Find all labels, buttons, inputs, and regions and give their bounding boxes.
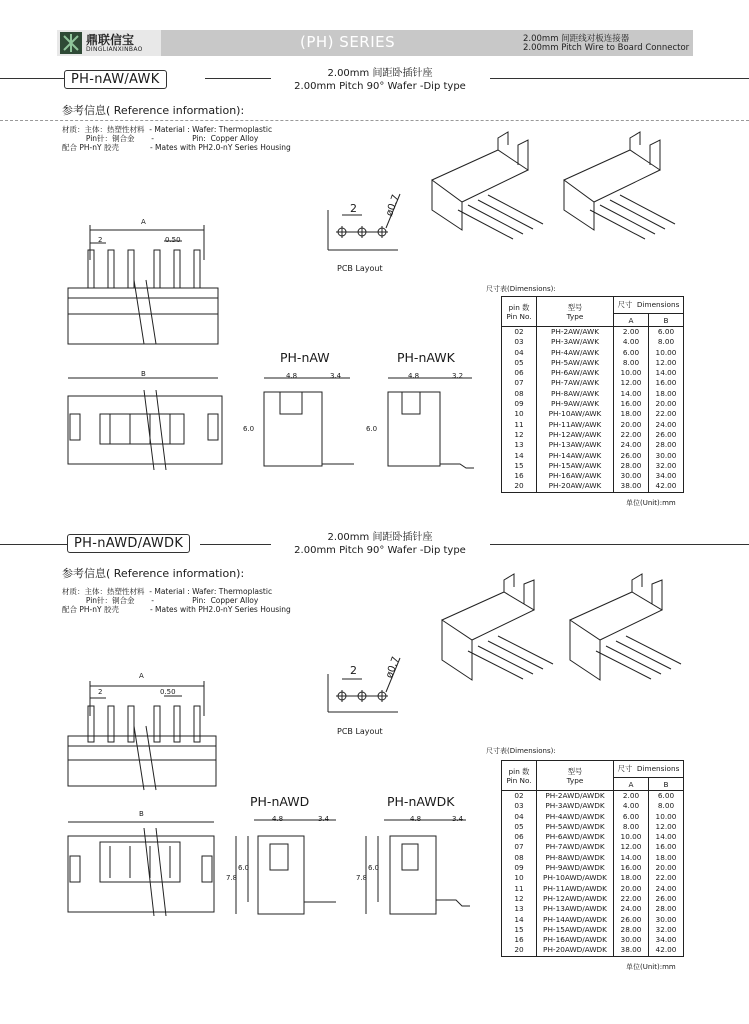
dim-b-cell: 42.00 (648, 481, 683, 492)
col-pin-en-2: Pin No. (506, 775, 532, 785)
type-cell: PH-14AW/AWK (537, 451, 614, 461)
pcb-pitch-label-1: 2 (350, 202, 357, 215)
col-b: B (648, 314, 683, 327)
dim-a-cell: 24.00 (614, 904, 649, 914)
side-view-pawk (382, 372, 482, 472)
type-cell: PH-2AW/AWK (537, 327, 614, 338)
table-body-2 (502, 791, 684, 957)
dim-b-cell: 18.00 (648, 389, 683, 399)
section-line-right-2 (490, 544, 749, 545)
reference-heading-1: 参考信息( Reference information): (62, 104, 245, 117)
unit-label-2: 单位(Unit):mm (626, 963, 676, 971)
dim-a-cell: 30.00 (614, 471, 649, 481)
section-line-left-1 (0, 78, 64, 79)
table-row (502, 915, 684, 925)
table-row (502, 945, 684, 956)
pin-cell: 04 (502, 348, 537, 358)
table-row (502, 904, 684, 914)
dim-a-cell: 28.00 (614, 461, 649, 471)
bottom-view-drawing-1 (64, 370, 224, 470)
dim-b-cell: 32.00 (648, 925, 683, 935)
view-label-pawk: PH-nAWK (397, 350, 455, 365)
dim-a-cell: 10.00 (614, 832, 649, 842)
section-line-mid-2 (200, 544, 271, 545)
dim-a-label-2: A (139, 672, 144, 680)
table-row (502, 894, 684, 904)
dim-b-cell: 14.00 (648, 832, 683, 842)
dim-b-cell: 42.00 (648, 945, 683, 956)
col-type-en: Type (566, 311, 584, 321)
dim-b-cell: 16.00 (648, 842, 683, 852)
pawk-width2: 3.2 (452, 372, 464, 380)
type-cell: PH-11AWD/AWDK (537, 884, 614, 894)
col-type: 型号 (567, 302, 583, 312)
dim-b-cell: 10.00 (648, 348, 683, 358)
pin-cell: 15 (502, 461, 537, 471)
type-cell: PH-4AWD/AWDK (537, 812, 614, 822)
dim-a-cell: 8.00 (614, 822, 649, 832)
pcb-hole-label-2: ø0.7 (384, 655, 402, 680)
dim-b-cell: 28.00 (648, 440, 683, 450)
dim-b-cell: 22.00 (648, 409, 683, 419)
dim-b-cell: 24.00 (648, 884, 683, 894)
type-cell: PH-13AWD/AWDK (537, 904, 614, 914)
reference-heading-2: 参考信息( Reference information): (62, 567, 245, 580)
view-label-pawdk: PH-nAWDK (387, 794, 455, 809)
pin-cell: 15 (502, 925, 537, 935)
dim-a-cell: 26.00 (614, 451, 649, 461)
pin-cell: 20 (502, 945, 537, 956)
dim-a-cell: 14.00 (614, 389, 649, 399)
pcb-hole-label-1: ø0.7 (384, 193, 402, 218)
col-b-2: B (648, 778, 683, 791)
dim-a-cell: 12.00 (614, 378, 649, 388)
type-cell: PH-20AWD/AWDK (537, 945, 614, 956)
section-line-right-1 (490, 78, 749, 79)
dim-a-cell: 8.00 (614, 358, 649, 368)
pin-cell: 07 (502, 378, 537, 388)
type-cell: PH-8AWD/AWDK (537, 853, 614, 863)
dashed-divider-1 (0, 120, 749, 121)
dim-b-cell: 24.00 (648, 420, 683, 430)
pin-cell: 10 (502, 873, 537, 883)
dim-a-cell: 28.00 (614, 925, 649, 935)
pin-cell: 13 (502, 904, 537, 914)
dim-a-cell: 26.00 (614, 915, 649, 925)
pin-cell: 09 (502, 399, 537, 409)
pin-cell: 16 (502, 935, 537, 945)
table-row (502, 409, 684, 419)
pawd-height1: 6.0 (238, 864, 250, 872)
company-name-cn: 鼎联信宝 (86, 33, 135, 47)
dim-b-cell: 10.00 (648, 812, 683, 822)
type-cell: PH-15AW/AWK (537, 461, 614, 471)
pin-cell: 03 (502, 337, 537, 347)
dim-b-cell: 28.00 (648, 904, 683, 914)
dim-a-cell: 30.00 (614, 935, 649, 945)
type-cell: PH-3AWD/AWDK (537, 801, 614, 811)
type-cell: PH-6AWD/AWDK (537, 832, 614, 842)
table-caption-1: 尺寸表(Dimensions): (486, 285, 556, 293)
dim-a-cell: 20.00 (614, 420, 649, 430)
dim-a-cell: 16.00 (614, 863, 649, 873)
pin-cell: 14 (502, 451, 537, 461)
col-dim-en-2: Dimensions (636, 764, 680, 773)
front-view-drawing-2 (64, 676, 224, 796)
pin-cell: 14 (502, 915, 537, 925)
pawk-height: 6.0 (366, 425, 378, 433)
type-cell: PH-13AW/AWK (537, 440, 614, 450)
table-row (502, 451, 684, 461)
table-row (502, 832, 684, 842)
table-row (502, 378, 684, 388)
section-code-2: PH-nAWD/AWDK (67, 534, 190, 553)
section-title-en-2: 2.00mm Pitch 90° Wafer -Dip type (294, 545, 466, 556)
type-cell: PH-12AWD/AWDK (537, 894, 614, 904)
table-row (502, 461, 684, 471)
table-row (502, 440, 684, 450)
header-desc-en: 2.00mm Pitch Wire to Board Connector (523, 43, 690, 53)
iso-view-awd-2 (438, 584, 558, 694)
dim-a-cell: 24.00 (614, 440, 649, 450)
table-caption-2: 尺寸表(Dimensions): (486, 747, 556, 755)
dim-a-cell: 38.00 (614, 945, 649, 956)
col-dim-en: Dimensions (636, 300, 680, 309)
section-line-mid-1 (205, 78, 271, 79)
dim-2-label-2: 2 (98, 688, 103, 696)
col-a: A (614, 314, 649, 327)
pin-cell: 05 (502, 822, 537, 832)
table-row (502, 389, 684, 399)
type-cell: PH-14AWD/AWDK (537, 915, 614, 925)
col-type-2: 型号 (567, 766, 583, 776)
dim-a-cell: 22.00 (614, 430, 649, 440)
dim-a-cell: 18.00 (614, 873, 649, 883)
pin-cell: 05 (502, 358, 537, 368)
dim-2-label-1: 2 (98, 236, 103, 244)
type-cell: PH-15AWD/AWDK (537, 925, 614, 935)
dim-a-cell: 6.00 (614, 348, 649, 358)
company-name-en: DINGLIANXINBAO (86, 46, 143, 53)
paw-width2: 3.4 (330, 372, 342, 380)
dim-b-label-1: B (141, 370, 146, 378)
paw-height: 6.0 (243, 425, 255, 433)
table-row (502, 853, 684, 863)
pawd-height2: 7.8 (226, 874, 238, 882)
pin-cell: 02 (502, 327, 537, 338)
pin-cell: 20 (502, 481, 537, 492)
dim-b-cell: 22.00 (648, 873, 683, 883)
pawdk-height2: 7.8 (356, 874, 368, 882)
dim-b-cell: 8.00 (648, 801, 683, 811)
dim-050-label-1: 0.50 (165, 236, 181, 244)
type-cell: PH-7AWD/AWDK (537, 842, 614, 852)
dim-b-cell: 20.00 (648, 863, 683, 873)
pin-cell: 10 (502, 409, 537, 419)
pawdk-width2: 3.4 (452, 815, 464, 823)
dim-b-cell: 26.00 (648, 430, 683, 440)
table-row (502, 471, 684, 481)
type-cell: PH-12AW/AWK (537, 430, 614, 440)
dimensions-table-1 (501, 296, 684, 493)
dim-a-cell: 12.00 (614, 842, 649, 852)
col-pin-en: Pin No. (506, 311, 532, 321)
material-line-1c: 配合 PH-nY 胶壳 - Mates with PH2.0-nY Series Housing (62, 143, 291, 152)
pawdk-width1: 4.8 (410, 815, 422, 823)
type-cell: PH-5AW/AWK (537, 358, 614, 368)
table-row (502, 812, 684, 822)
dimensions-table-2 (501, 760, 684, 957)
col-pin-2: pin 数 (508, 766, 530, 776)
material-line-1b: Pin针：铜合金 - Pin: Copper Alloy (62, 134, 259, 143)
dim-a-cell: 4.00 (614, 801, 649, 811)
dim-b-cell: 32.00 (648, 461, 683, 471)
dim-b-cell: 26.00 (648, 894, 683, 904)
material-line-2b: Pin针：铜合金 - Pin: Copper Alloy (62, 596, 259, 605)
dim-b-cell: 12.00 (648, 822, 683, 832)
pin-cell: 03 (502, 801, 537, 811)
pin-cell: 04 (502, 812, 537, 822)
dim-b-cell: 8.00 (648, 337, 683, 347)
pin-cell: 11 (502, 420, 537, 430)
dim-a-cell: 2.00 (614, 791, 649, 802)
pawd-width1: 4.8 (272, 815, 284, 823)
series-title: (PH) SERIES (300, 33, 396, 51)
pin-cell: 07 (502, 842, 537, 852)
dim-a-label-1: A (141, 218, 146, 226)
dim-b-cell: 6.00 (648, 791, 683, 802)
pin-cell: 08 (502, 389, 537, 399)
type-cell: PH-8AW/AWK (537, 389, 614, 399)
table-row (502, 358, 684, 368)
table-row (502, 863, 684, 873)
dim-b-cell: 30.00 (648, 451, 683, 461)
table-row (502, 925, 684, 935)
table-row (502, 327, 684, 338)
front-view-drawing-1 (64, 220, 224, 350)
header-desc-cn: 2.00mm 间距线对板连接器 (523, 34, 630, 44)
pin-cell: 13 (502, 440, 537, 450)
dim-b-cell: 34.00 (648, 935, 683, 945)
type-cell: PH-9AWD/AWDK (537, 863, 614, 873)
table-row (502, 368, 684, 378)
pin-cell: 11 (502, 884, 537, 894)
dim-b-cell: 20.00 (648, 399, 683, 409)
dim-b-cell: 34.00 (648, 471, 683, 481)
material-line-1a: 材质：主体：热塑性材料 - Material : Wafer: Thermoplastic (62, 125, 273, 134)
dim-a-cell: 18.00 (614, 409, 649, 419)
section-code-1: PH-nAW/AWK (64, 70, 167, 89)
dim-b-cell: 14.00 (648, 368, 683, 378)
dim-a-cell: 22.00 (614, 894, 649, 904)
table-row (502, 481, 684, 492)
dim-a-cell: 16.00 (614, 399, 649, 409)
dim-a-cell: 38.00 (614, 481, 649, 492)
type-cell: PH-4AW/AWK (537, 348, 614, 358)
pin-cell: 06 (502, 368, 537, 378)
table-row (502, 420, 684, 430)
dim-a-cell: 20.00 (614, 884, 649, 894)
dim-a-cell: 2.00 (614, 327, 649, 338)
dim-a-cell: 14.00 (614, 853, 649, 863)
pin-cell: 16 (502, 471, 537, 481)
table-body-1 (502, 327, 684, 493)
side-view-paw (258, 372, 358, 472)
section-title-en-1: 2.00mm Pitch 90° Wafer -Dip type (294, 81, 466, 92)
iso-view-awk-1 (560, 140, 685, 240)
pin-cell: 12 (502, 430, 537, 440)
dim-a-cell: 4.00 (614, 337, 649, 347)
table-row (502, 801, 684, 811)
table-row (502, 430, 684, 440)
section-title-cn-2: 2.00mm 间距卧插针座 (327, 532, 433, 543)
type-cell: PH-20AW/AWK (537, 481, 614, 492)
dim-b-cell: 12.00 (648, 358, 683, 368)
table-row (502, 337, 684, 347)
dim-b-cell: 30.00 (648, 915, 683, 925)
table-row (502, 884, 684, 894)
dim-b-cell: 16.00 (648, 378, 683, 388)
pin-cell: 08 (502, 853, 537, 863)
view-label-paw: PH-nAW (280, 350, 330, 365)
type-cell: PH-16AWD/AWDK (537, 935, 614, 945)
material-line-2a: 材质：主体：热塑性材料 - Material : Wafer: Thermoplastic (62, 587, 273, 596)
type-cell: PH-5AWD/AWDK (537, 822, 614, 832)
pcb-layout-label-2: PCB Layout (337, 727, 383, 736)
pin-cell: 06 (502, 832, 537, 842)
unit-label-1: 单位(Unit):mm (626, 499, 676, 507)
pawdk-height1: 6.0 (368, 864, 380, 872)
type-cell: PH-10AWD/AWDK (537, 873, 614, 883)
bottom-view-drawing-2 (64, 812, 224, 922)
table-row (502, 399, 684, 409)
col-dim-cn-2: 尺寸 (617, 764, 633, 773)
paw-width1: 4.8 (286, 372, 298, 380)
section-title-cn-1: 2.00mm 间距卧插针座 (327, 68, 433, 79)
pawk-width1: 4.8 (408, 372, 420, 380)
view-label-pawd: PH-nAWD (250, 794, 310, 809)
pin-cell: 12 (502, 894, 537, 904)
table-row (502, 935, 684, 945)
iso-view-awdk-2 (566, 584, 686, 694)
table-row (502, 842, 684, 852)
col-a-2: A (614, 778, 649, 791)
type-cell: PH-2AWD/AWDK (537, 791, 614, 802)
table-row (502, 873, 684, 883)
col-type-en-2: Type (566, 775, 584, 785)
dim-a-cell: 10.00 (614, 368, 649, 378)
pcb-layout-label-1: PCB Layout (337, 264, 383, 273)
col-pin: pin 数 (508, 302, 530, 312)
type-cell: PH-3AW/AWK (537, 337, 614, 347)
company-logo-icon (60, 32, 82, 54)
type-cell: PH-6AW/AWK (537, 368, 614, 378)
type-cell: PH-16AW/AWK (537, 471, 614, 481)
type-cell: PH-10AW/AWK (537, 409, 614, 419)
dim-050-label-2: 0.50 (160, 688, 176, 696)
pin-cell: 02 (502, 791, 537, 802)
table-row (502, 791, 684, 802)
type-cell: PH-11AW/AWK (537, 420, 614, 430)
section-line-left-2 (0, 544, 67, 545)
col-dim-cn: 尺寸 (617, 300, 633, 309)
material-line-2c: 配合 PH-nY 胶壳 - Mates with PH2.0-nY Series Housing (62, 605, 291, 614)
dim-b-cell: 18.00 (648, 853, 683, 863)
dim-a-cell: 6.00 (614, 812, 649, 822)
pawd-width2: 3.4 (318, 815, 330, 823)
table-row (502, 822, 684, 832)
iso-view-awt-1 (428, 140, 553, 240)
type-cell: PH-9AW/AWK (537, 399, 614, 409)
dim-b-cell: 6.00 (648, 327, 683, 338)
pcb-pitch-label-2: 2 (350, 664, 357, 677)
dim-b-label-2: B (139, 810, 144, 818)
pin-cell: 09 (502, 863, 537, 873)
type-cell: PH-7AW/AWK (537, 378, 614, 388)
table-row (502, 348, 684, 358)
